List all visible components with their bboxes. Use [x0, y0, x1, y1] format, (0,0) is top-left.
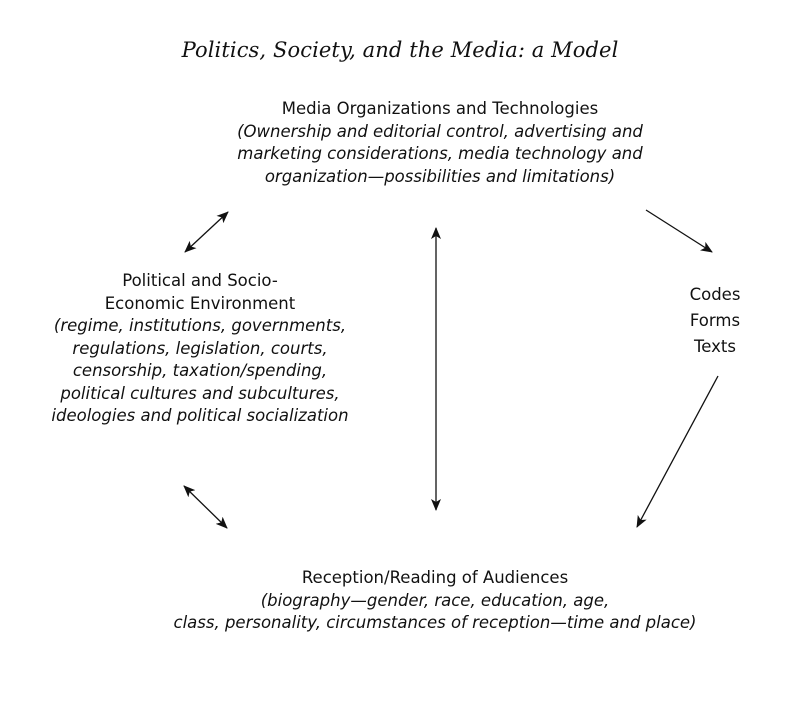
node-heading-line: Political and Socio- [122, 271, 278, 290]
node-line: Texts [694, 337, 736, 356]
node-detail-line: political cultures and subcultures, [60, 383, 340, 403]
arrow-codes-reception [637, 376, 718, 527]
node-detail-line: censorship, taxation/spending, [72, 361, 328, 380]
node-line: Forms [689, 311, 741, 330]
node-detail-line: class, personality, circumstances of reception—time and place) [173, 613, 697, 632]
node-heading: Media Organizations and Technologies [281, 99, 599, 118]
node-heading: Reception/Reading of Audiences [301, 568, 569, 587]
node-detail-line: (Ownership and editorial control, advertising and [237, 121, 643, 141]
node-line: Codes [689, 285, 741, 304]
node-heading-line: Economic Environment [104, 293, 296, 313]
diagram-title: Politics, Society, and the Media: a Model [181, 38, 619, 62]
node-detail-line: (biography—gender, race, education, age, [260, 590, 610, 610]
node-detail-line: ideologies and political socialization [51, 406, 349, 425]
arrow-media-codes [646, 210, 712, 252]
arrow-environment-media [185, 212, 228, 252]
node-detail-line: regulations, legislation, courts, [72, 338, 328, 358]
node-detail-line: (regime, institutions, governments, [53, 316, 347, 335]
node-detail-line: marketing considerations, media technology and [237, 144, 643, 163]
node-detail-line: organization—possibilities and limitations) [264, 166, 616, 186]
arrow-environment-reception [184, 486, 227, 528]
